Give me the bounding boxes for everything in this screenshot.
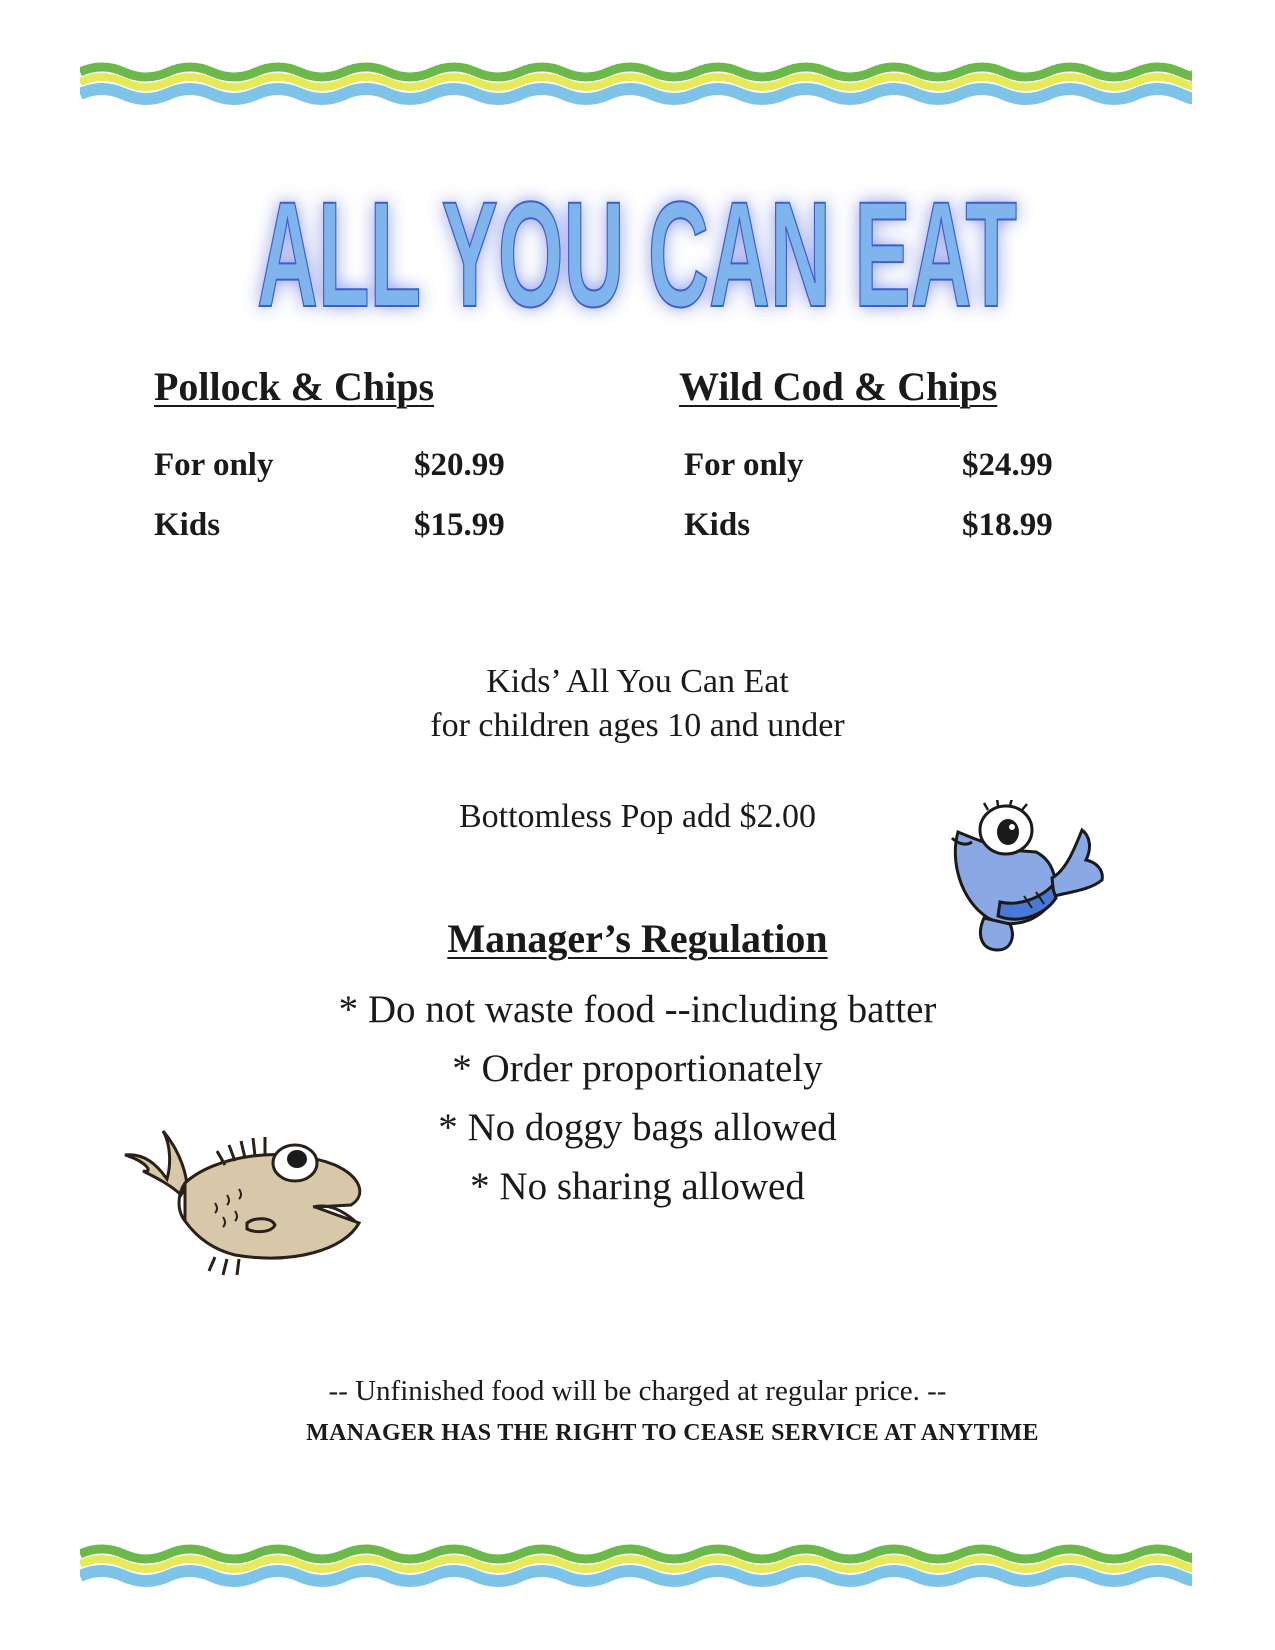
footer-manager-note — [0, 1420, 1275, 1447]
blue-fish-icon — [940, 800, 1110, 970]
menu-section-pollock — [154, 365, 574, 567]
rule-item: * Order proportionately — [452, 1047, 823, 1090]
price-amount: $20.99 — [414, 447, 505, 483]
price-label: For only — [154, 447, 274, 483]
title-glow: ALL YOU CAN EAT — [257, 170, 1017, 338]
title-wordart — [0, 160, 1275, 340]
price-amount: $15.99 — [414, 507, 505, 543]
price-row — [684, 447, 1099, 507]
price-label: For only — [684, 447, 804, 483]
wave-border-top — [80, 58, 1192, 112]
price-row — [684, 507, 1099, 567]
regulation-heading: Manager’s Regulation — [447, 916, 828, 961]
price-label: Kids — [684, 507, 751, 543]
menu-heading: Wild Cod & Chips — [679, 364, 998, 409]
kids-title: Kids’ All You Can Eat — [486, 663, 789, 700]
price-row — [154, 447, 574, 507]
wave-border-bottom — [80, 1540, 1192, 1594]
rule-item: * Do not waste food --including batter — [338, 988, 937, 1031]
tan-fish-icon — [115, 1125, 385, 1285]
menu-section-wild-cod — [679, 365, 1099, 567]
price-amount: $18.99 — [962, 507, 1053, 543]
menu-heading: Pollock & Chips — [154, 364, 435, 409]
price-label: Kids — [154, 507, 221, 543]
rule-item: * No doggy bags allowed — [438, 1106, 837, 1149]
bottomless-pop: Bottomless Pop add $2.00 — [458, 798, 817, 835]
price-row — [154, 507, 574, 567]
rule-item: * No sharing allowed — [470, 1165, 805, 1208]
page-title: ALL YOU CAN EAT — [257, 170, 1017, 338]
kids-info — [0, 660, 1275, 748]
footer-charge-note: -- Unfinished food will be charged at regular price. -- — [328, 1375, 947, 1407]
kids-age-note: for children ages 10 and under — [430, 707, 845, 744]
footer-manager-text: MANAGER HAS THE RIGHT TO CEASE SERVICE AT ANYTIME — [306, 1420, 1039, 1446]
price-amount: $24.99 — [962, 447, 1053, 483]
